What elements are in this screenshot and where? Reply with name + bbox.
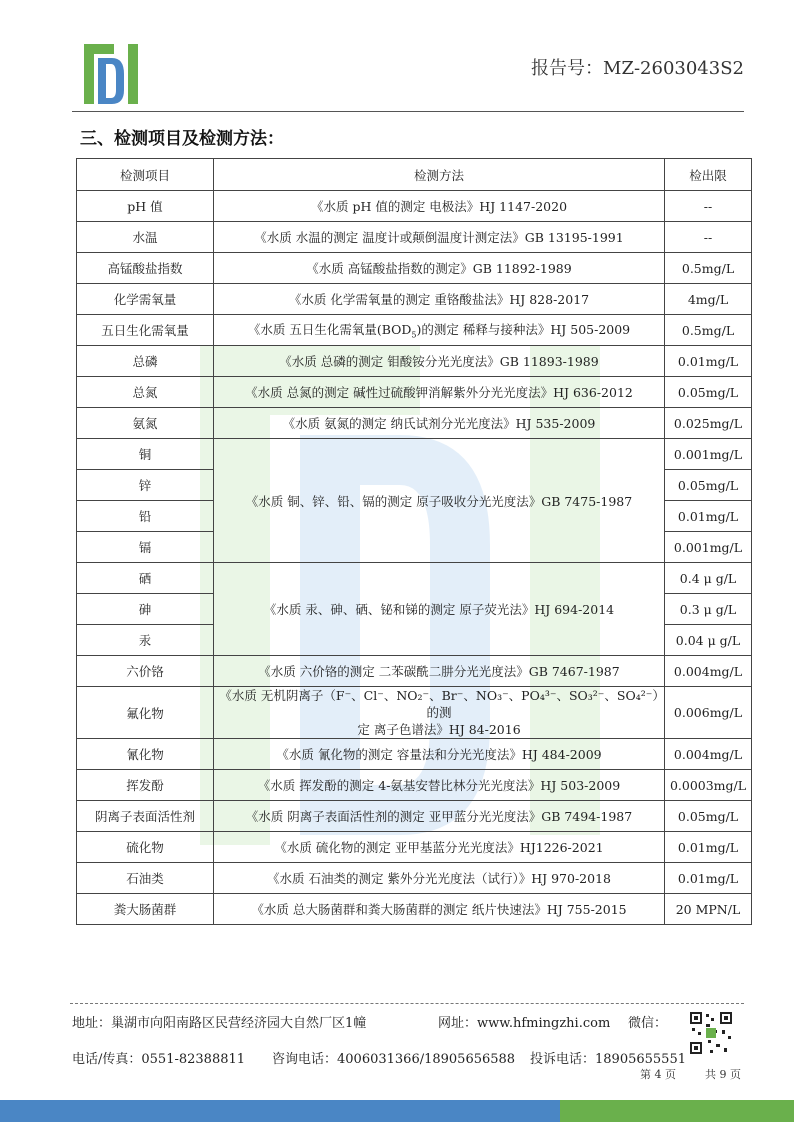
- test-methods-table: [76, 158, 752, 925]
- item-cell: 水温: [77, 222, 214, 253]
- item-cell: 高锰酸盐指数: [77, 253, 214, 284]
- footer-bar-green: [560, 1100, 794, 1122]
- item-cell: 氨氮: [77, 408, 214, 439]
- footer-website: 网址：www.hfmingzhi.com: [438, 1016, 611, 1031]
- table-row: [77, 563, 752, 594]
- method-text-pre: 《水质 五日生化需氧量(BOD: [247, 322, 412, 338]
- item-cell: 总磷: [77, 346, 214, 377]
- item-cell: 粪大肠菌群: [77, 894, 214, 925]
- section-title: 三、检测项目及检测方法：: [80, 129, 284, 149]
- table-row: [77, 832, 752, 863]
- limit-cell: 0.0003mg/L: [665, 770, 752, 801]
- method-cell: 《水质 挥发酚的测定 4-氨基安替比林分光光度法》HJ 503-2009: [214, 770, 665, 801]
- item-cell: 汞: [77, 625, 214, 656]
- table-row: [77, 770, 752, 801]
- footer-bar-blue: [0, 1100, 560, 1122]
- table-row: [77, 687, 752, 739]
- method-cell-merged: 《水质 汞、砷、硒、铋和锑的测定 原子荧光法》HJ 694-2014: [214, 563, 665, 656]
- table-row: [77, 222, 752, 253]
- item-cell: 总氮: [77, 377, 214, 408]
- header-divider: [72, 111, 744, 112]
- method-cell: 《水质 硫化物的测定 亚甲基蓝分光光度法》HJ1226-2021: [214, 832, 665, 863]
- item-cell: 铜: [77, 439, 214, 470]
- item-cell: pH 值: [77, 191, 214, 222]
- limit-cell: 0.004mg/L: [665, 656, 752, 687]
- method-cell: 《水质 总大肠菌群和粪大肠菌群的测定 纸片快速法》HJ 755-2015: [214, 894, 665, 925]
- item-cell: 氟化物: [77, 687, 214, 739]
- limit-cell: 0.025mg/L: [665, 408, 752, 439]
- method-cell: 《水质 水温的测定 温度计或颠倒温度计测定法》GB 13195-1991: [214, 222, 665, 253]
- header-item: 检测项目: [77, 159, 214, 191]
- item-cell: 砷: [77, 594, 214, 625]
- method-cell: 《水质 石油类的测定 紫外分光光度法（试行）》HJ 970-2018: [214, 863, 665, 894]
- limit-cell: 0.05mg/L: [665, 377, 752, 408]
- header-method: 检测方法: [214, 159, 665, 191]
- method-cell: 《水质 氰化物的测定 容量法和分光光度法》HJ 484-2009: [214, 739, 665, 770]
- item-cell: 硫化物: [77, 832, 214, 863]
- method-cell: 《水质 高锰酸盐指数的测定》GB 11892-1989: [214, 253, 665, 284]
- table-row: [77, 439, 752, 470]
- method-cell: 《水质 化学需氧量的测定 重铬酸盐法》HJ 828-2017: [214, 284, 665, 315]
- limit-cell: 0.004mg/L: [665, 739, 752, 770]
- table-row: [77, 863, 752, 894]
- method-cell: 《水质 六价铬的测定 二苯碳酰二肼分光光度法》GB 7467-1987: [214, 656, 665, 687]
- limit-cell: 0.3 μ g/L: [665, 594, 752, 625]
- footer-wechat-label: 微信：: [628, 1016, 668, 1031]
- qr-code-icon: [688, 1010, 734, 1056]
- method-text-post: )的测定 稀释与接种法》HJ 505-2009: [416, 322, 631, 338]
- method-subscript: 5: [411, 330, 417, 340]
- limit-cell: 0.01mg/L: [665, 863, 752, 894]
- item-cell: 五日生化需氧量: [77, 315, 214, 346]
- footer-divider: [70, 1003, 744, 1004]
- limit-cell: 0.01mg/L: [665, 346, 752, 377]
- method-line: 定 离子色谱法》HJ 84-2016: [357, 722, 521, 737]
- limit-cell: 0.01mg/L: [665, 501, 752, 532]
- header-limit: 检出限: [665, 159, 752, 191]
- table-row: [77, 315, 752, 346]
- footer-address: 地址：巢湖市向阳南路区民营经济园大自然厂区1幢: [72, 1016, 367, 1031]
- table-row: [77, 408, 752, 439]
- footer-consult-phone: 咨询电话：4006031366/18905656588: [272, 1052, 516, 1067]
- method-cell: 《水质 氨氮的测定 纳氏试剂分光光度法》HJ 535-2009: [214, 408, 665, 439]
- limit-cell: 0.05mg/L: [665, 470, 752, 501]
- limit-cell: 20 MPN/L: [665, 894, 752, 925]
- limit-cell: 4mg/L: [665, 284, 752, 315]
- table-row: [77, 377, 752, 408]
- page-number: [640, 1066, 741, 1082]
- limit-cell: 0.001mg/L: [665, 439, 752, 470]
- table-row: [77, 284, 752, 315]
- item-cell: 锌: [77, 470, 214, 501]
- footer-phone: 电话/传真：0551-82388811: [72, 1052, 246, 1067]
- method-cell: [214, 315, 665, 346]
- limit-cell: 0.5mg/L: [665, 315, 752, 346]
- item-cell: 挥发酚: [77, 770, 214, 801]
- footer-complaint-phone: 投诉电话：18905655551: [530, 1052, 686, 1067]
- table-row: [77, 191, 752, 222]
- method-cell-merged: 《水质 铜、锌、铅、镉的测定 原子吸收分光光度法》GB 7475-1987: [214, 439, 665, 563]
- limit-cell: 0.006mg/L: [665, 687, 752, 739]
- method-cell: 《水质 pH 值的测定 电极法》HJ 1147-2020: [214, 191, 665, 222]
- limit-cell: --: [665, 191, 752, 222]
- page-total: 共 9 页: [705, 1068, 741, 1081]
- item-cell: 石油类: [77, 863, 214, 894]
- item-cell: 氰化物: [77, 739, 214, 770]
- table-row: [77, 253, 752, 284]
- table-row: [77, 656, 752, 687]
- item-cell: 铅: [77, 501, 214, 532]
- table-row: [77, 801, 752, 832]
- report-number: 报告号：MZ-2603043S2: [531, 58, 744, 79]
- table-row: [77, 739, 752, 770]
- company-logo: [84, 44, 138, 106]
- item-cell: 六价铬: [77, 656, 214, 687]
- item-cell: 阴离子表面活性剂: [77, 801, 214, 832]
- limit-cell: 0.04 μ g/L: [665, 625, 752, 656]
- method-cell: [214, 687, 665, 739]
- table-row: [77, 346, 752, 377]
- limit-cell: 0.001mg/L: [665, 532, 752, 563]
- method-cell: 《水质 阴离子表面活性剂的测定 亚甲蓝分光光度法》GB 7494-1987: [214, 801, 665, 832]
- item-cell: 化学需氧量: [77, 284, 214, 315]
- limit-cell: 0.01mg/L: [665, 832, 752, 863]
- limit-cell: 0.4 μ g/L: [665, 563, 752, 594]
- limit-cell: --: [665, 222, 752, 253]
- page-current: 第 4 页: [640, 1068, 676, 1081]
- item-cell: 镉: [77, 532, 214, 563]
- method-cell: 《水质 总氮的测定 碱性过硫酸钾消解紫外分光光度法》HJ 636-2012: [214, 377, 665, 408]
- item-cell: 硒: [77, 563, 214, 594]
- limit-cell: 0.5mg/L: [665, 253, 752, 284]
- method-cell: 《水质 总磷的测定 钼酸铵分光光度法》GB 11893-1989: [214, 346, 665, 377]
- method-line: 《水质 无机阴离子（F⁻、Cl⁻、NO₂⁻、Br⁻、NO₃⁻、PO₄³⁻、SO₃²⁻、SO₄²⁻）的测: [219, 688, 659, 720]
- table-row: [77, 894, 752, 925]
- limit-cell: 0.05mg/L: [665, 801, 752, 832]
